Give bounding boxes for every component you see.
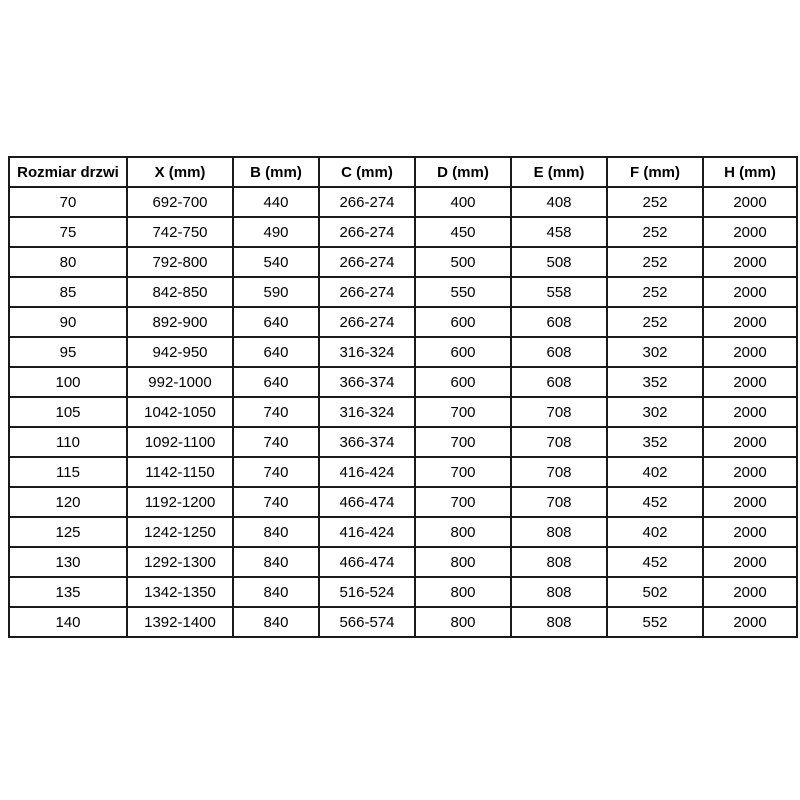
cell: 1392-1400 [127, 607, 233, 637]
cell: 252 [607, 307, 703, 337]
cell: 942-950 [127, 337, 233, 367]
cell: 400 [415, 187, 511, 217]
cell: 892-900 [127, 307, 233, 337]
cell: 808 [511, 607, 607, 637]
cell: 740 [233, 427, 319, 457]
cell: 808 [511, 547, 607, 577]
cell: 840 [233, 577, 319, 607]
cell: 2000 [703, 217, 797, 247]
table-row [9, 487, 797, 517]
column-header-4: D (mm) [415, 157, 511, 187]
table-row [9, 397, 797, 427]
cell: 742-750 [127, 217, 233, 247]
cell: 466-474 [319, 487, 415, 517]
cell: 800 [415, 517, 511, 547]
cell: 708 [511, 397, 607, 427]
cell: 708 [511, 457, 607, 487]
cell: 266-274 [319, 247, 415, 277]
door-size-spec-table-wrap [8, 156, 796, 638]
table-row [9, 337, 797, 367]
door-size-spec-table [8, 156, 798, 638]
cell: 700 [415, 487, 511, 517]
cell: 70 [9, 187, 127, 217]
cell: 740 [233, 487, 319, 517]
column-header-0: Rozmiar drzwi [9, 157, 127, 187]
cell: 2000 [703, 367, 797, 397]
cell: 266-274 [319, 187, 415, 217]
cell: 366-374 [319, 367, 415, 397]
cell: 550 [415, 277, 511, 307]
column-header-7: H (mm) [703, 157, 797, 187]
cell: 100 [9, 367, 127, 397]
cell: 452 [607, 487, 703, 517]
cell: 408 [511, 187, 607, 217]
cell: 500 [415, 247, 511, 277]
table-row [9, 547, 797, 577]
table-row [9, 457, 797, 487]
cell: 490 [233, 217, 319, 247]
cell: 402 [607, 517, 703, 547]
cell: 416-424 [319, 457, 415, 487]
cell: 302 [607, 397, 703, 427]
cell: 352 [607, 427, 703, 457]
cell: 402 [607, 457, 703, 487]
cell: 608 [511, 337, 607, 367]
cell: 640 [233, 307, 319, 337]
cell: 800 [415, 577, 511, 607]
cell: 740 [233, 457, 319, 487]
cell: 2000 [703, 247, 797, 277]
cell: 700 [415, 427, 511, 457]
cell: 75 [9, 217, 127, 247]
column-header-2: B (mm) [233, 157, 319, 187]
cell: 266-274 [319, 307, 415, 337]
cell: 2000 [703, 517, 797, 547]
cell: 566-574 [319, 607, 415, 637]
cell: 552 [607, 607, 703, 637]
cell: 135 [9, 577, 127, 607]
cell: 458 [511, 217, 607, 247]
column-header-3: C (mm) [319, 157, 415, 187]
cell: 600 [415, 337, 511, 367]
cell: 2000 [703, 607, 797, 637]
cell: 252 [607, 277, 703, 307]
cell: 1142-1150 [127, 457, 233, 487]
cell: 708 [511, 487, 607, 517]
table-row [9, 427, 797, 457]
cell: 85 [9, 277, 127, 307]
cell: 110 [9, 427, 127, 457]
cell: 792-800 [127, 247, 233, 277]
column-header-6: F (mm) [607, 157, 703, 187]
header-row [9, 157, 797, 187]
cell: 316-324 [319, 337, 415, 367]
cell: 366-374 [319, 427, 415, 457]
cell: 266-274 [319, 217, 415, 247]
cell: 992-1000 [127, 367, 233, 397]
cell: 800 [415, 547, 511, 577]
cell: 252 [607, 187, 703, 217]
table-row [9, 307, 797, 337]
cell: 700 [415, 397, 511, 427]
cell: 2000 [703, 457, 797, 487]
cell: 608 [511, 367, 607, 397]
cell: 125 [9, 517, 127, 547]
cell: 1242-1250 [127, 517, 233, 547]
table-row [9, 247, 797, 277]
table-row [9, 607, 797, 637]
cell: 808 [511, 517, 607, 547]
table-row [9, 577, 797, 607]
cell: 1342-1350 [127, 577, 233, 607]
cell: 266-274 [319, 277, 415, 307]
cell: 2000 [703, 187, 797, 217]
cell: 840 [233, 547, 319, 577]
cell: 2000 [703, 427, 797, 457]
table-row [9, 517, 797, 547]
cell: 105 [9, 397, 127, 427]
cell: 708 [511, 427, 607, 457]
cell: 1042-1050 [127, 397, 233, 427]
cell: 2000 [703, 577, 797, 607]
table-row [9, 277, 797, 307]
cell: 640 [233, 367, 319, 397]
cell: 692-700 [127, 187, 233, 217]
cell: 508 [511, 247, 607, 277]
cell: 140 [9, 607, 127, 637]
cell: 450 [415, 217, 511, 247]
cell: 95 [9, 337, 127, 367]
table-row [9, 367, 797, 397]
cell: 2000 [703, 397, 797, 427]
cell: 80 [9, 247, 127, 277]
cell: 1092-1100 [127, 427, 233, 457]
cell: 590 [233, 277, 319, 307]
cell: 600 [415, 367, 511, 397]
cell: 440 [233, 187, 319, 217]
table-row [9, 217, 797, 247]
cell: 352 [607, 367, 703, 397]
cell: 2000 [703, 547, 797, 577]
cell: 540 [233, 247, 319, 277]
cell: 120 [9, 487, 127, 517]
cell: 640 [233, 337, 319, 367]
cell: 840 [233, 607, 319, 637]
cell: 130 [9, 547, 127, 577]
column-header-1: X (mm) [127, 157, 233, 187]
cell: 800 [415, 607, 511, 637]
cell: 740 [233, 397, 319, 427]
cell: 2000 [703, 277, 797, 307]
cell: 416-424 [319, 517, 415, 547]
column-header-5: E (mm) [511, 157, 607, 187]
cell: 316-324 [319, 397, 415, 427]
cell: 558 [511, 277, 607, 307]
cell: 2000 [703, 487, 797, 517]
cell: 252 [607, 247, 703, 277]
cell: 2000 [703, 337, 797, 367]
cell: 452 [607, 547, 703, 577]
cell: 466-474 [319, 547, 415, 577]
cell: 842-850 [127, 277, 233, 307]
cell: 600 [415, 307, 511, 337]
cell: 516-524 [319, 577, 415, 607]
cell: 840 [233, 517, 319, 547]
cell: 608 [511, 307, 607, 337]
cell: 1192-1200 [127, 487, 233, 517]
cell: 252 [607, 217, 703, 247]
cell: 2000 [703, 307, 797, 337]
cell: 808 [511, 577, 607, 607]
cell: 1292-1300 [127, 547, 233, 577]
cell: 115 [9, 457, 127, 487]
cell: 302 [607, 337, 703, 367]
cell: 502 [607, 577, 703, 607]
cell: 700 [415, 457, 511, 487]
table-row [9, 187, 797, 217]
cell: 90 [9, 307, 127, 337]
